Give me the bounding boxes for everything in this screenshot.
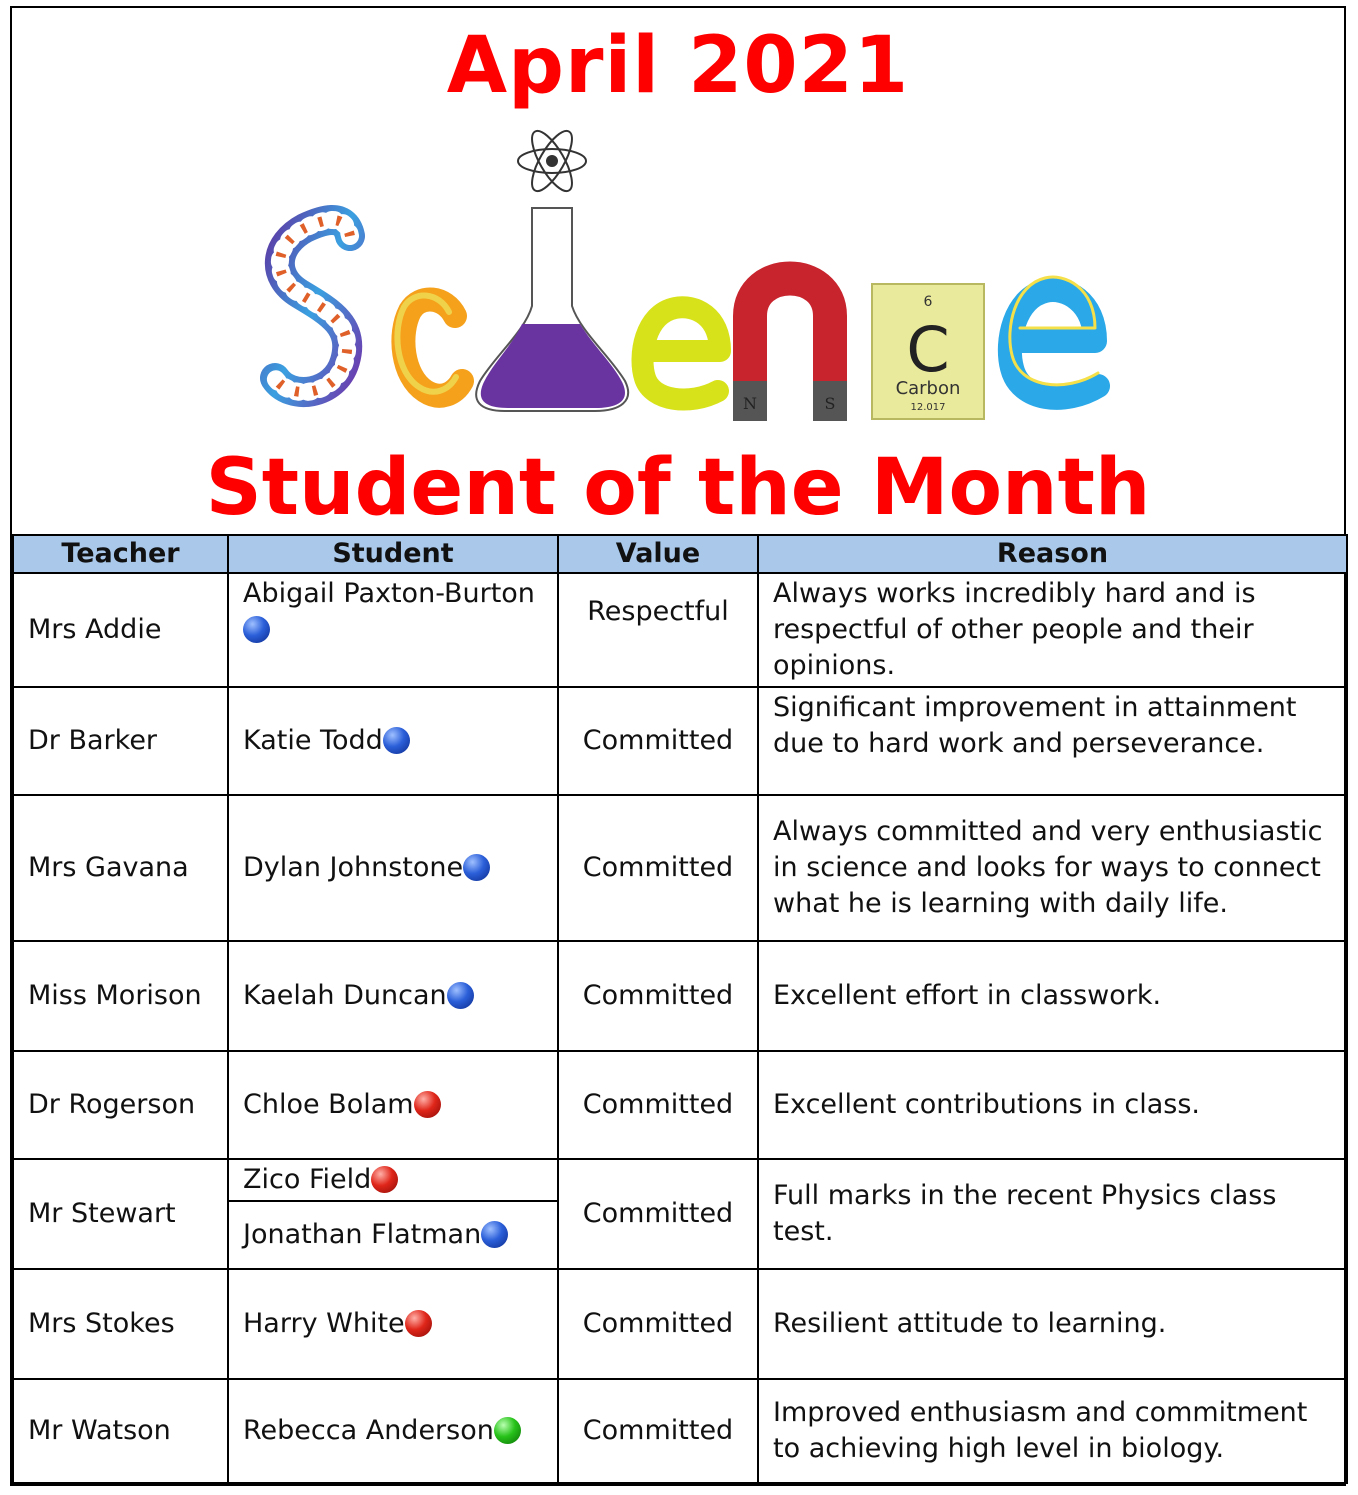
- reason-cell: Excellent contributions in class.: [758, 1051, 1347, 1159]
- carbon-element-tile: [872, 284, 984, 419]
- table-row: [13, 573, 1347, 687]
- reason-cell: Always works incredibly hard and is respectful of other people and their opinions.: [758, 573, 1347, 687]
- student-cell: [228, 1051, 558, 1159]
- table-row: [13, 687, 1347, 795]
- house-dot-red-icon: [371, 1166, 398, 1193]
- teacher-cell: Dr Rogerson: [13, 1051, 228, 1159]
- student-name: Harry White: [243, 1308, 405, 1339]
- student-cell: [228, 687, 558, 795]
- house-dot-blue-icon: [243, 616, 270, 643]
- poster: [10, 6, 1346, 1486]
- letter-e-yellow-icon: [643, 307, 720, 399]
- student-name: Rebecca Anderson: [243, 1415, 494, 1446]
- student-name: Jonathan Flatman: [243, 1219, 482, 1250]
- house-dot-green-icon: [494, 1417, 521, 1444]
- subtitle: Student of the Month: [205, 443, 1151, 533]
- science-logo: [250, 116, 1130, 446]
- reason-cell: Excellent effort in classwork.: [758, 941, 1347, 1051]
- student-cell: [228, 1159, 558, 1201]
- table-row: [13, 1051, 1347, 1159]
- student-cell: [228, 573, 558, 687]
- student-of-month-table: [12, 534, 1348, 1484]
- student-name: Dylan Johnstone: [243, 852, 464, 883]
- house-dot-red-icon: [405, 1310, 432, 1337]
- element-number: 6: [923, 294, 933, 310]
- value-cell: Committed: [558, 1269, 758, 1379]
- student-name: Katie Todd: [243, 725, 383, 756]
- student-cell: [228, 941, 558, 1051]
- value-cell: Respectful: [558, 573, 758, 687]
- student-cell: [228, 795, 558, 941]
- value-cell: Committed: [558, 1379, 758, 1483]
- table-header-row: [13, 535, 1347, 573]
- student-cell: [228, 1379, 558, 1483]
- element-symbol: C: [906, 313, 950, 386]
- teacher-cell: Mrs Gavana: [13, 795, 228, 941]
- reason-cell: Full marks in the recent Physics class test.: [758, 1159, 1347, 1269]
- student-name: Abigail Paxton-Burton: [243, 578, 535, 609]
- house-dot-red-icon: [414, 1091, 441, 1118]
- table-row: [13, 1159, 1347, 1201]
- element-mass: 12.017: [910, 402, 946, 413]
- teacher-cell: Mr Stewart: [13, 1159, 228, 1269]
- reason-cell: Always committed and very enthusiastic in science and looks for ways to connect what he is learning with daily life.: [758, 795, 1347, 941]
- reason-cell: Significant improvement in attainment due to hard work and perseverance.: [758, 687, 1347, 795]
- student-name: Chloe Bolam: [243, 1089, 414, 1120]
- house-dot-blue-icon: [481, 1221, 508, 1248]
- value-cell: Committed: [558, 1159, 758, 1269]
- reason-cell: Improved enthusiasm and commitment to achieving high level in biology.: [758, 1379, 1347, 1483]
- letter-s-dna-icon: [275, 220, 350, 392]
- table-row: [13, 1379, 1347, 1483]
- atom-icon: [518, 126, 586, 197]
- table-row: [13, 795, 1347, 941]
- magnet-south-label: S: [824, 394, 836, 413]
- element-name: Carbon: [895, 378, 961, 399]
- column-header-student: Student: [228, 535, 558, 573]
- value-cell: Committed: [558, 941, 758, 1051]
- column-header-teacher: Teacher: [13, 535, 228, 573]
- house-dot-blue-icon: [447, 982, 474, 1009]
- house-dot-blue-icon: [383, 727, 410, 754]
- letter-e-blue-icon: [1010, 277, 1098, 398]
- student-name: Kaelah Duncan: [243, 980, 447, 1011]
- magnet-north-label: N: [743, 394, 757, 413]
- value-cell: Committed: [558, 795, 758, 941]
- student-name: Zico Field: [243, 1164, 372, 1195]
- magnet-icon: [733, 279, 847, 422]
- house-dot-blue-icon: [463, 854, 490, 881]
- table-row: [13, 1269, 1347, 1379]
- reason-cell: Resilient attitude to learning.: [758, 1269, 1347, 1379]
- table-row: [13, 941, 1347, 1051]
- teacher-cell: Mrs Addie: [13, 573, 228, 687]
- value-cell: Committed: [558, 1051, 758, 1159]
- student-cell: [228, 1201, 558, 1269]
- column-header-value: Value: [558, 535, 758, 573]
- teacher-cell: Miss Morison: [13, 941, 228, 1051]
- science-logo-art: [250, 116, 1130, 446]
- teacher-cell: Mrs Stokes: [13, 1269, 228, 1379]
- student-cell: [228, 1269, 558, 1379]
- value-cell: Committed: [558, 687, 758, 795]
- column-header-reason: Reason: [758, 535, 1347, 573]
- month-title: April 2021: [446, 21, 910, 111]
- teacher-cell: Mr Watson: [13, 1379, 228, 1483]
- teacher-cell: Dr Barker: [13, 687, 228, 795]
- flask-icon: [476, 208, 628, 411]
- letter-c-icon: [397, 296, 462, 396]
